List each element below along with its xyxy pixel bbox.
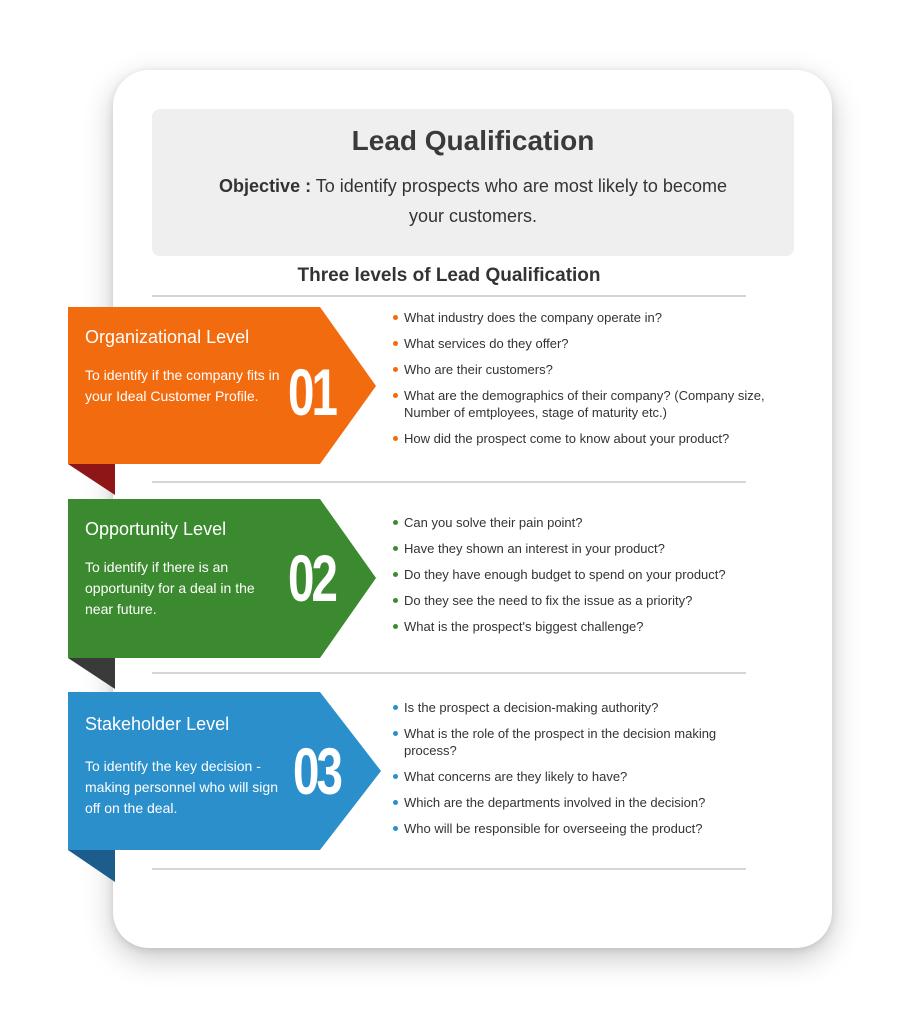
level-2-title: Opportunity Level	[85, 519, 227, 539]
list-item	[393, 820, 813, 837]
point-text: Can you solve their pain point?	[404, 515, 583, 530]
bullet-dot	[393, 624, 398, 629]
bullet-dot	[393, 520, 398, 525]
bullet-dot	[393, 731, 398, 736]
point-text: Who are their customers?	[404, 362, 553, 377]
level-2-fold	[68, 658, 115, 689]
bullet-dot	[393, 341, 398, 346]
point-text: What are the demographics of their company? (Company size, Number of emtployees, stage of maturity etc.)	[404, 388, 765, 420]
objective-label: Objective :	[219, 176, 312, 196]
level-1-title: Organizational Level	[85, 327, 250, 347]
section-subtitle: Three levels of Lead Qualification	[297, 265, 601, 286]
point-text: What services do they offer?	[404, 336, 569, 351]
level-2-points	[393, 514, 813, 635]
point-text: Is the prospect a decision-making authority?	[404, 700, 659, 715]
list-item	[393, 387, 813, 421]
level-3-description: To identify the key decision -making personnel who will sign off on the deal.	[85, 758, 278, 816]
point-text: Do they have enough budget to spend on your product?	[404, 567, 726, 582]
level-1-number: 01	[288, 355, 336, 429]
level-1-description: To identify if the company fits in your Ideal Customer Profile.	[85, 367, 280, 404]
level-2-description: To identify if there is an opportunity for a deal in the near future.	[85, 559, 255, 617]
level-2-number: 02	[288, 541, 336, 615]
page-title: Lead Qualification	[351, 125, 595, 156]
point-text: Which are the departments involved in the decision?	[404, 795, 706, 810]
level-1-points	[393, 309, 813, 447]
bullet-dot	[393, 546, 398, 551]
level-3-title: Stakeholder Level	[85, 714, 230, 734]
list-item	[393, 768, 813, 785]
objective-text: To identify prospects who are most likely to become your customers.	[315, 176, 727, 226]
level-3-banner	[68, 692, 383, 884]
point-text: What is the prospect's biggest challenge?	[404, 619, 644, 634]
list-item	[393, 566, 813, 583]
level-1-banner	[68, 307, 383, 497]
point-text: Have they shown an interest in your product?	[404, 541, 665, 556]
level-3-points	[393, 699, 813, 837]
bullet-dot	[393, 800, 398, 805]
list-item	[393, 699, 813, 716]
level-3-fold	[68, 850, 115, 882]
list-item	[393, 514, 813, 531]
level-1-fold	[68, 464, 115, 495]
list-item	[393, 540, 813, 557]
point-text: How did the prospect come to know about your product?	[404, 431, 730, 446]
list-item	[393, 794, 813, 811]
bullet-dot	[393, 598, 398, 603]
list-item	[393, 618, 813, 635]
list-item	[393, 430, 813, 447]
bullet-dot	[393, 367, 398, 372]
bullet-dot	[393, 705, 398, 710]
list-item	[393, 592, 813, 609]
point-text: What industry does the company operate in?	[404, 310, 662, 325]
objective	[202, 171, 744, 231]
bullet-dot	[393, 826, 398, 831]
level-3-number: 03	[293, 734, 341, 808]
level-2-banner	[68, 499, 383, 691]
header-panel	[152, 109, 794, 256]
bullet-dot	[393, 436, 398, 441]
point-text: Who will be responsible for overseeing the product?	[404, 821, 703, 836]
list-item	[393, 309, 813, 326]
bullet-dot	[393, 393, 398, 398]
list-item	[393, 361, 813, 378]
bullet-dot	[393, 315, 398, 320]
point-text: Do they see the need to fix the issue as a priority?	[404, 593, 693, 608]
bullet-dot	[393, 572, 398, 577]
divider-top	[152, 295, 746, 297]
list-item	[393, 725, 744, 759]
point-text: What concerns are they likely to have?	[404, 769, 628, 784]
point-text: What is the role of the prospect in the decision making process?	[404, 726, 717, 758]
bullet-dot	[393, 774, 398, 779]
list-item	[393, 335, 813, 352]
